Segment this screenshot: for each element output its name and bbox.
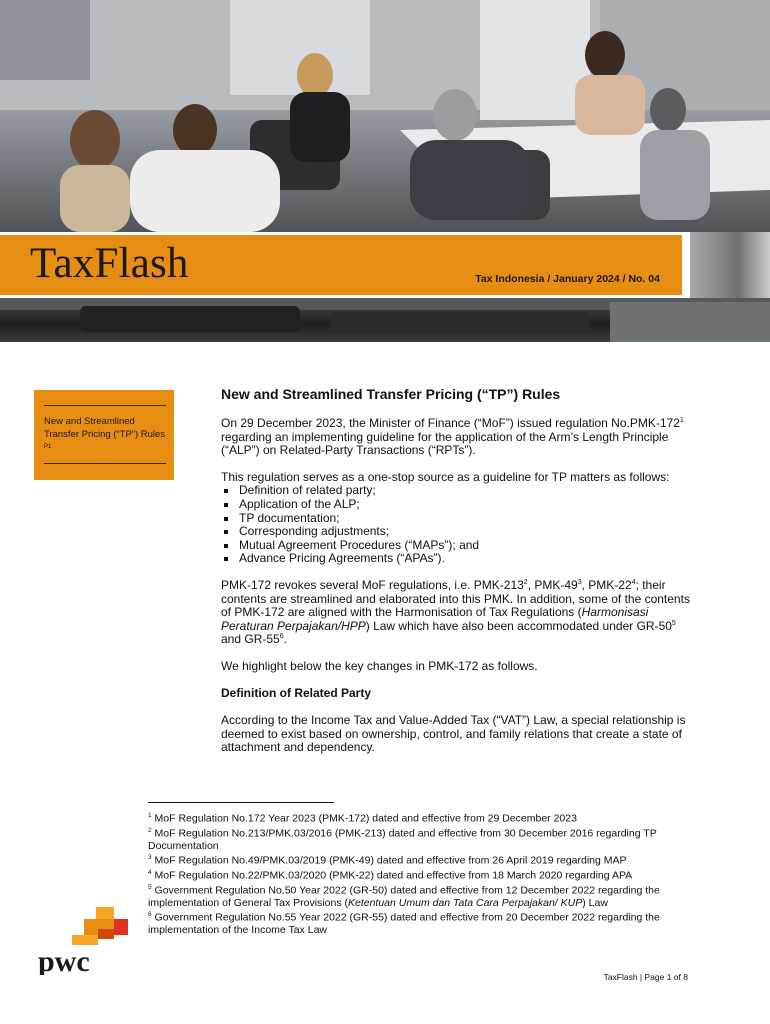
logo-wordmark: pwc	[38, 945, 90, 975]
list-item: Corresponding adjustments;	[221, 525, 691, 539]
page-number: TaxFlash | Page 1 of 8	[603, 972, 688, 982]
footnote-ref-4[interactable]: 4	[631, 578, 636, 586]
article-title: New and Streamlined Transfer Pricing (“TP”) Rules	[221, 386, 561, 402]
footnote-text: MoF Regulation No.213/PMK.03/2016 (PMK-213) dated and effective from 30 December 2016 regarding TP Documentation	[148, 827, 657, 852]
list-item: Definition of related party;	[221, 484, 691, 498]
list-item: Application of the ALP;	[221, 498, 691, 512]
footnote-number: 6	[148, 911, 152, 919]
footnote-text: Government Regulation No.55 Year 2022 (GR-55) dated and effective from 20 December 2022 regarding the implementation of the Income Tax Law	[148, 911, 660, 937]
article-body	[221, 386, 691, 768]
list-item: Mutual Agreement Procedures (“MAPs”); and	[221, 539, 691, 553]
paragraph-text: regarding an implementing guideline for the application of the Arm’s Length Principle (“ALP”) on Related-Party Transactions (“RPTs”).	[221, 429, 669, 458]
sidebar-page-ref: P1	[44, 444, 52, 450]
issue-info: Tax Indonesia / January 2024 / No. 04	[475, 273, 660, 285]
sidebar-text	[44, 416, 168, 457]
paragraph-text: On 29 December 2023, the Minister of Finance (“MoF”) issued regulation No.PMK-172	[221, 416, 680, 430]
paragraph-intro	[221, 417, 691, 458]
sidebar-top-rule	[44, 405, 166, 406]
paragraph-text: , PMK-22	[581, 577, 632, 592]
sidebar-bottom-rule	[44, 463, 166, 464]
footnote-text: MoF Regulation No.22/PMK.03/2020 (PMK-22) dated and effective from 18 March 2020 regarding APA	[154, 869, 633, 882]
footnote-text: MoF Regulation No.49/PMK.03/2019 (PMK-49) dated and effective from 26 April 2019 regarding MAP	[154, 854, 627, 867]
footnote-number: 2	[148, 826, 152, 834]
publication-title: TaxFlash	[30, 240, 189, 287]
paragraph-text: .	[283, 632, 287, 647]
list-item: Advance Pricing Agreements (“APAs”).	[221, 552, 691, 566]
footnote	[148, 909, 698, 936]
header-photo	[0, 0, 770, 232]
paragraph-highlight: We highlight below the key changes in PMK-172 as follows.	[221, 658, 538, 673]
paragraph-revokes	[221, 579, 691, 647]
footnote-text: ) Law	[582, 896, 608, 909]
paragraph-text: PMK-172 revokes several MoF regulations, i.e. PMK-213	[221, 577, 524, 592]
italic-term: Ketentuan Umum dan Tata Cara Perpajakan/ KUP	[347, 896, 583, 909]
paragraph-text: ; their contents are streamlined and elaborated into this PMK. In addition, some of the contents of PMK-172 are aligned with the Harmonisation of Tax Regulations (	[221, 577, 690, 620]
footnote-divider	[148, 802, 334, 803]
paragraph-text: and GR-55	[221, 632, 280, 647]
paragraph-text: , PMK-49	[527, 577, 578, 592]
sidebar-label: New and Streamlined Transfer Pricing (“TP”) Rules	[44, 416, 166, 440]
footnote-ref-6[interactable]: 6	[279, 633, 284, 641]
footnote	[148, 852, 698, 867]
header-photo-strip	[690, 232, 770, 298]
footnote-ref-5[interactable]: 5	[671, 619, 676, 627]
footnote-ref-3[interactable]: 3	[577, 578, 582, 586]
footnote-text: MoF Regulation No.172 Year 2023 (PMK-172) dated and effective from 29 December 2023	[154, 812, 577, 825]
banner-photo-strip	[0, 298, 770, 342]
footnote-text: Government Regulation No.50 Year 2022 (GR-50) dated and effective from 12 December 2022 regarding the implementation of General Tax Provisions (	[148, 884, 660, 909]
paragraph-scope: This regulation serves as a one-stop source as a guideline for TP matters as follows:	[221, 469, 670, 484]
footnote-number: 1	[148, 812, 152, 819]
footnote-number: 3	[148, 854, 152, 862]
taxflash-banner	[0, 235, 682, 295]
footnote	[148, 867, 698, 882]
paragraph-related-party: According to the Income Tax and Value-Added Tax (“VAT”) Law, a special relationship is deemed to exist based on ownership, control, and family relations that create a state of attachment and dependency.	[221, 713, 686, 755]
section-heading: Definition of Related Party	[221, 685, 372, 700]
footnote	[148, 882, 698, 909]
italic-term: Harmonisasi Peraturan Perpajakan/HPP	[221, 605, 649, 633]
footnote-number: 5	[148, 884, 152, 892]
footnote-ref-2[interactable]: 2	[523, 578, 528, 586]
footnote	[148, 825, 698, 852]
sidebar-callout	[34, 390, 174, 480]
paragraph-text: ) Law which have also been accommodated under GR-50	[365, 618, 672, 633]
footnote-number: 4	[148, 869, 152, 877]
footnote	[148, 810, 698, 825]
pwc-logo-icon	[38, 905, 134, 975]
list-item: TP documentation;	[221, 512, 691, 526]
footnote-ref-1[interactable]: 1	[679, 417, 684, 424]
scope-list	[221, 484, 691, 566]
footnotes	[148, 810, 698, 937]
